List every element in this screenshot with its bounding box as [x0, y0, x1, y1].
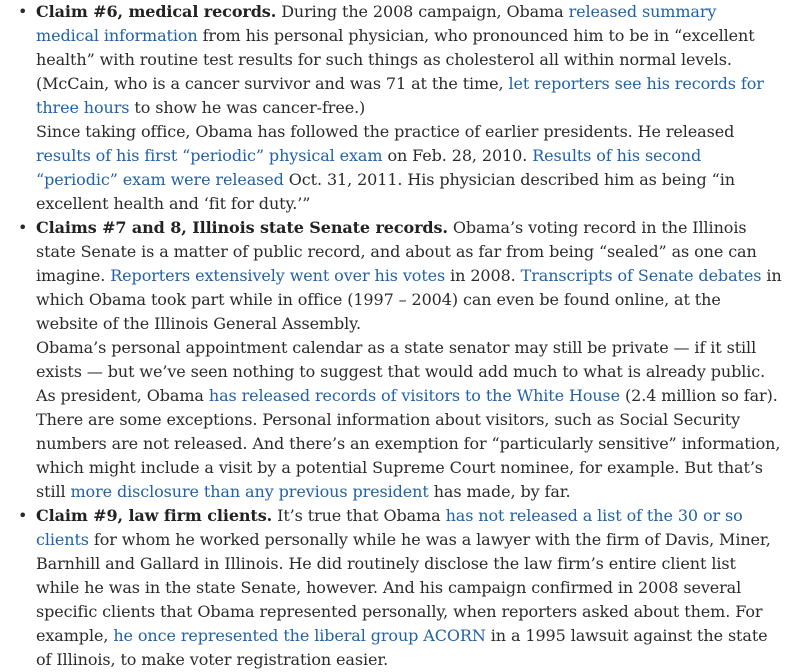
- source-link[interactable]: let reporters see his records for three hours: [36, 74, 764, 117]
- source-link[interactable]: Results of his second “periodic” exam were released: [36, 146, 702, 189]
- claim-item: [10, 216, 782, 504]
- body-text: Obama’s personal appointment calendar as a state senator may still be private — if it still exists — but we’ve seen nothing to suggest that would add much to what is already public. As president, Obama: [36, 338, 766, 405]
- claim-item: [10, 0, 782, 216]
- claims-list: [10, 0, 782, 672]
- body-text: has made, by far.: [428, 482, 571, 501]
- body-text: in which Obama took part while in office (1997 – 2004) can even be found online, at the website of the Illinois General Assembly.: [36, 266, 782, 333]
- body-text: (2.4 million so far). There are some exceptions. Personal information about visitors, such as Social Security numbers are not released. And there’s an exemption for “particularly sensitive” information, which might include a visit by a potential Supreme Court nominee, for example. But that’s still: [36, 386, 781, 501]
- claim-paragraph: [36, 0, 782, 120]
- source-link[interactable]: results of his first “periodic” physical exam: [36, 146, 383, 165]
- claim-heading: Claim #6, medical records.: [36, 2, 277, 21]
- source-link[interactable]: released summary medical information: [36, 2, 717, 45]
- claim-paragraph: [36, 216, 782, 336]
- source-link[interactable]: more disclosure than any previous president: [70, 482, 429, 501]
- body-text: During the 2008 campaign, Obama: [276, 2, 569, 21]
- claim-paragraph: [36, 120, 782, 216]
- source-link[interactable]: Transcripts of Senate debates: [520, 266, 762, 285]
- body-text: in a 1995 lawsuit against the state of Illinois, to make voter registration easier.: [36, 626, 768, 669]
- body-text: Since taking office, Obama has followed the practice of earlier presidents. He released: [36, 122, 735, 141]
- claim-heading: Claims #7 and 8, Illinois state Senate records.: [36, 218, 448, 237]
- source-link[interactable]: he once represented the liberal group ACORN: [113, 626, 486, 645]
- body-text: Obama’s voting record in the Illinois state Senate is a matter of public record, and about as far from being “sealed” as one can imagine.: [36, 218, 757, 285]
- body-text: to show he was cancer-free.): [129, 98, 366, 117]
- source-link[interactable]: has released records of visitors to the White House: [208, 386, 621, 405]
- claim-item: [10, 504, 782, 672]
- claim-paragraph: [36, 504, 782, 672]
- body-text: Oct. 31, 2011. His physician described him as being “in excellent health and ‘fit for duty.’”: [36, 170, 735, 213]
- claim-heading: Claim #9, law firm clients.: [36, 506, 273, 525]
- body-text: for whom he worked personally while he was a lawyer with the firm of Davis, Miner, Barnhill and Gallard in Illinois. He did routinely disclose the law firm’s entire client list while he was in the state Senate, however. And his campaign confirmed in 2008 several specific clients that Obama represented personally, when reporters asked about them. For example,: [36, 530, 771, 645]
- body-text: in 2008.: [445, 266, 521, 285]
- source-link[interactable]: has not released a list of the 30 or so clients: [36, 506, 743, 549]
- body-text: It’s true that Obama: [272, 506, 446, 525]
- claim-paragraph: [36, 336, 782, 504]
- body-text: on Feb. 28, 2010.: [382, 146, 533, 165]
- source-link[interactable]: Reporters extensively went over his votes: [110, 266, 446, 285]
- body-text: from his personal physician, who pronounced him to be in “excellent health” with routine test results for such things as cholesterol all within normal levels. (McCain, who is a cancer survivor and was 71 at the time,: [36, 26, 755, 93]
